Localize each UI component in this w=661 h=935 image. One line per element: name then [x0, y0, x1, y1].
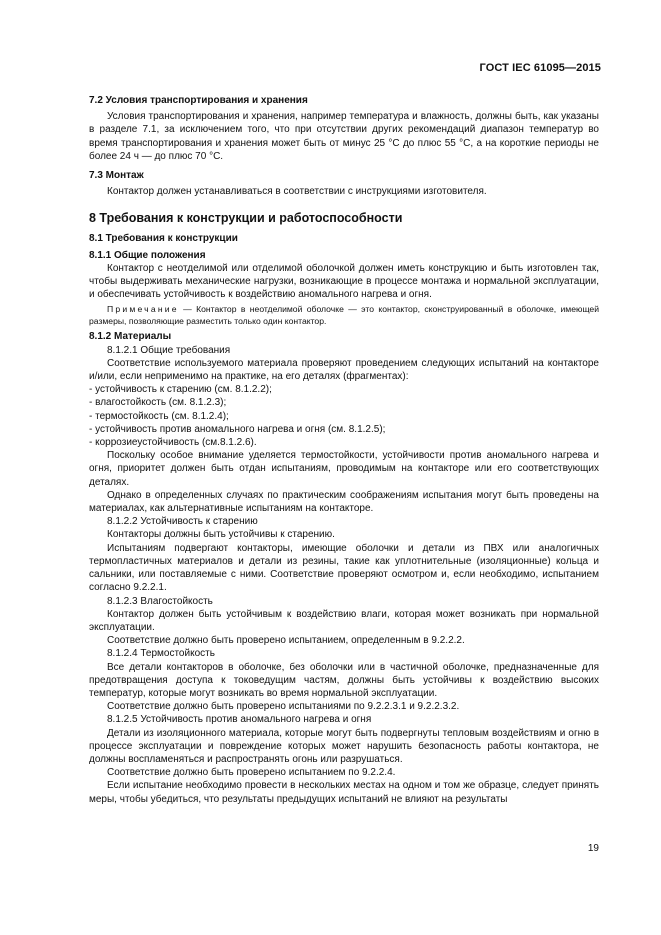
standard-header: ГОСТ IEC 61095—2015 [479, 62, 601, 74]
paragraph: Контакторы должны быть устойчивы к старению. [107, 529, 335, 541]
paragraph: Детали из изоляционного материала, которые могут быть подвергнуты тепловым воздействиям и огню в процессе эксплуатации и повреждение которых может нарушить безопасность работы контактора, не должны воспламеняться и распространять огонь или разрушаться. [89, 727, 599, 765]
section-8-1-2-4-title: 8.1.2.4 Термостойкость [107, 648, 215, 660]
list-item: - устойчивость против аномального нагрева и огня (см. 8.1.2.5); [89, 423, 386, 435]
note [89, 304, 599, 327]
paragraph: Испытаниям подвергают контакторы, имеющие оболочки и детали из ПВХ или аналогичных термопластичных материалов и детали из резины, такие как уплотнительные (изоляционные) кольца и сальники, или поставляемые с ними. Соответствие проверяют осмотром и, если необходимо, испытанием согласно 9.2.2.1. [89, 542, 599, 594]
section-8-1-1-title: 8.1.1 Общие положения [89, 249, 206, 261]
page-content [89, 94, 599, 806]
page-number: 19 [587, 843, 599, 854]
section-8-1-1-text: Контактор с неотделимой или отделимой оболочкой должен иметь конструкцию и быть изготовлен так, чтобы выдерживать механические нагрузки, возникающие в процессе монтажа и нормальной эксплуатации, и обеспечивать устойчивость к воздействию аномального нагрева и огня. [89, 262, 599, 301]
section-8-1-2-3-title: 8.1.2.3 Влагостойкость [107, 595, 213, 607]
paragraph: Контактор должен быть устойчивым к воздействию влаги, которая может возникать при нормальной эксплуатации. [89, 608, 599, 633]
paragraph: Соответствие должно быть проверено испытанием по 9.2.2.4. [107, 767, 396, 779]
section-8-1-2-title: 8.1.2 Материалы [89, 331, 172, 343]
section-8-1-2-1-intro: Соответствие используемого материала проверяют проведением следующих испытаний на контакторе и/или, если неприменимо на практике, на его деталях (фрагментах): [89, 357, 599, 383]
paragraph: Соответствие должно быть проверено испытаниями по 9.2.2.3.1 и 9.2.2.3.2. [107, 701, 460, 713]
paragraph: Все детали контакторов в оболочке, без оболочки или в частичной оболочке, предназначенные для предотвращения доступа к токоведущим частям, должны быть устойчивы к воздействию высоких температур, которые могут возникать во время нормальной эксплуатации. [89, 661, 599, 699]
paragraph: Однако в определенных случаях по практическим соображениям испытания могут быть проведены на материалах, как альтернативные испытаниям на контакторе. [89, 489, 599, 515]
section-8-title: 8 Требования к конструкции и работоспособности [89, 211, 403, 226]
section-8-1-title: 8.1 Требования к конструкции [89, 233, 238, 245]
section-7-3-title: 7.3 Монтаж [89, 170, 144, 182]
list-item: - коррозиеустойчивость (см.8.1.2.6). [89, 437, 257, 449]
note-label: Примечание [107, 304, 179, 315]
paragraph: Если испытание необходимо провести в нескольких местах на одном и том же образце, следует принять меры, чтобы убедиться, что результаты предыдущих испытаний не влияют на результаты [89, 780, 599, 805]
section-7-2-text: Условия транспортирования и хранения, например температура и влажность, должны быть, как указаны в разделе 7.1, за исключением того, что при отсутствии других рекомендаций диапазон температур во время транспортирования и хранения может быть от минус 25 °C до плюс 55 °C, а на короткие периоды не более 24 ч — до плюс 70 °C. [89, 111, 599, 162]
section-8-1-2-1-title: 8.1.2.1 Общие требования [107, 344, 231, 356]
note-text: — Контактор в неотделимой оболочке — это контактор, сконструированный в оболочке, имеющей размеры, позволяющие разместить только один контактор. [89, 304, 599, 326]
section-8-1-2-5-title: 8.1.2.5 Устойчивость против аномального нагрева и огня [107, 714, 372, 726]
list-item: - термостойкость (см. 8.1.2.4); [89, 410, 229, 422]
list-item: - устойчивость к старению (см. 8.1.2.2); [89, 384, 272, 396]
section-7-3-text: Контактор должен устанавливаться в соответствии с инструкциями изготовителя. [107, 186, 487, 198]
section-8-1-2-2-title: 8.1.2.2 Устойчивость к старению [107, 516, 258, 528]
paragraph: Соответствие должно быть проверено испытанием, определенным в 9.2.2.2. [107, 635, 465, 647]
section-7-2-title: 7.2 Условия транспортирования и хранения [89, 95, 308, 106]
list-item: - влагостойкость (см. 8.1.2.3); [89, 397, 227, 409]
paragraph: Поскольку особое внимание уделяется термостойкости, устойчивости против аномального нагрева и огня, приоритет должен быть отдан испытаниям, проводимым на контакторе или его соответствующих деталях. [89, 450, 599, 488]
